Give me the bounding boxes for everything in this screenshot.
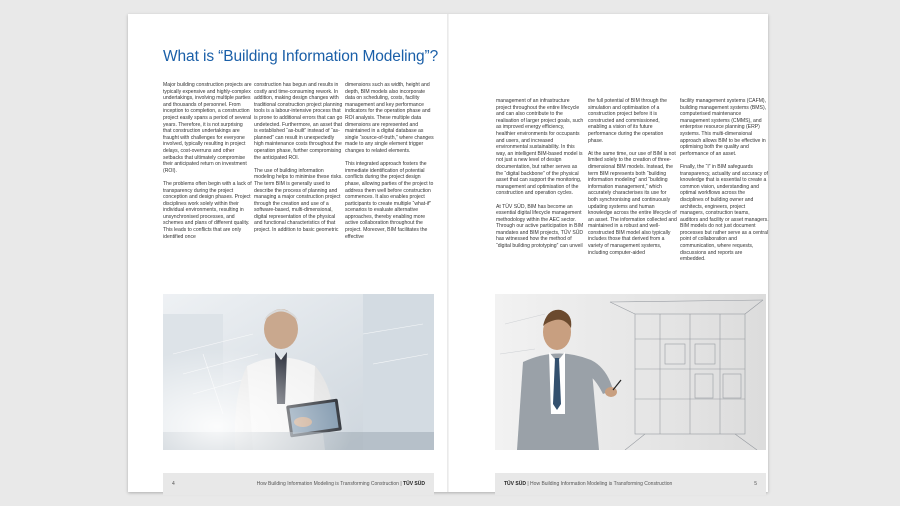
page-footer-left [163, 473, 434, 495]
right-page [448, 14, 768, 492]
paragraph: dimensions such as width, height and depth, BIM models also incorporate data on scheduling, costs, facility management and key performance indicators for the operation phase and ROI analysis. These multiple data dimensions are represented and maintained in a digital database as single “source-of-truth,” where changes made to any single element trigger changes to related elements. [345, 82, 434, 154]
footer-text [504, 481, 672, 487]
text-column-2 [254, 82, 343, 240]
photo-businessman-tablet [163, 294, 434, 450]
left-page [128, 14, 448, 492]
paragraph: The use of building information modeling helps to minimise these risks. The term BIM is generally used to describe the process of planning and managing a major construction project through the creation and use of a software-based, multi-dimensional, digital representation of the physical and functional characteristics of that project. In addition to basic geometric [254, 167, 343, 234]
footer-brand: TÜV SÜD [504, 481, 526, 487]
paragraph: At TÜV SÜD, BIM has become an essential digital lifecycle management methodology within the AEC sector. Through our active participation in BIM mandates and BIM projects, TÜV SÜD has witnessed how the method of “digital building prototyping” can unveil [496, 203, 584, 250]
brochure-spread [128, 14, 768, 492]
footer-separator: | [527, 481, 529, 487]
footer-brand: TÜV SÜD [403, 481, 425, 487]
paragraph: the full potential of BIM through the simulation and optimisation of a construction project before it is constructed and commissioned, enabling a vision of its future performance during the operation phase. [588, 98, 668, 144]
paragraph: facility management systems (CAFM), building management systems (BMS), computerised maintenance management systems (CMMS), and enterprise resource planning (ERP) systems. This multi-dimensional approach allows BIM to be effective in optimising both the quality and performance of an asset. [680, 98, 767, 157]
text-column-4 [496, 98, 585, 256]
page-footer-right [495, 473, 766, 495]
footer-publication-title: How Building Information Modeling is Transforming Construction [530, 481, 673, 487]
footer-text [257, 481, 425, 487]
photo-businessman-sketch [495, 294, 766, 450]
page-title: What is “Building Information Modeling”? [163, 48, 439, 65]
photo-illustration [495, 294, 766, 450]
footer-publication-title: How Building Information Modeling is Transforming Construction [256, 481, 399, 487]
paragraph: Major building construction projects are typically expensive and highly-complex undertakings, involving multiple parties and thousands of personnel. From inception to completion, a construction project easily spans a period of several years. Therefore, it is not surprising that construction undertakings are fraught with challenges for everyone involved, typically resulting in project delays, cost-overruns and other setbacks that ultimately compromise their anticipated return on investment (ROI). [163, 82, 252, 174]
paragraph: This integrated approach fosters the immediate identification of potential conflicts during the project design phase, allowing parties of the project to address them well before construction commences. It also enables project participants to create multiple “what-if” scenarios to evaluate alternative approaches, thereby enabling more active collaboration throughout the project. Moreover, BIM facilitates the effective [345, 161, 434, 240]
text-column-5 [588, 98, 677, 263]
paragraph: construction has begun and results in costly and time-consuming rework. In addition, making design changes with traditional construction project planning tools is a labour-intensive process that is prone to additional errors that can go undetected. Furthermore, an asset that is established “as-built” instead of “as-planned” can result in unexpectedly high maintenance costs throughout the operation phase, further compromising the anticipated ROI. [254, 82, 343, 161]
page-number: 4 [172, 481, 175, 487]
photo-illustration [163, 294, 434, 450]
page-number: 5 [754, 481, 757, 487]
text-column-1 [163, 82, 252, 247]
paragraph: At the same time, our use of BIM is not limited solely to the creation of three-dimensional BIM models. Instead, the term BIM represents both “building information modeling” and “building information management,” which accurately characterises its use for both synchronising and continuously updating systems and human knowledge across the entire lifecycle of an asset. The information collected and maintained in a robust and well-constructed BIM model also typically includes those that derived from a variety of management systems, including computer-aided [588, 150, 677, 256]
text-column-3 [345, 82, 434, 247]
paragraph: Finally, the “I” in BIM safeguards transparency, actuality and accuracy of knowledge that is essential to create a common vision, understanding and optimal workflows across the disciplines of building owner and architects, engineers, project managers, construction teams, auditors and facility or asset managers. BIM models do not just document processes but rather serve as a central point of collaboration and communication, where requests, discussions and reports are embedded. [680, 163, 769, 263]
paragraph: The problems often begin with a lack of transparency during the project conception and design phases. Project disciplines work solely within their individual environments, resulting in unsynchronised processes, and schemes and plans of different quality. This leads to conflicts that are only identified once [163, 180, 252, 240]
footer-separator: | [400, 481, 402, 487]
text-column-6 [680, 98, 769, 269]
paragraph: management of an infrastructure project throughout the entire lifecycle and can also contribute to the realisation of larger project goals, such as improved energy efficiency, healthier environments for occupants and users, and increased environmental sustainability. In this way, an intelligent BIM-based model is not just a new level of design documentation, but rather serves as the “digital backbone” of the physical asset that can support the monitoring, management and optimisation of the construction and operation cycles. [496, 98, 584, 197]
